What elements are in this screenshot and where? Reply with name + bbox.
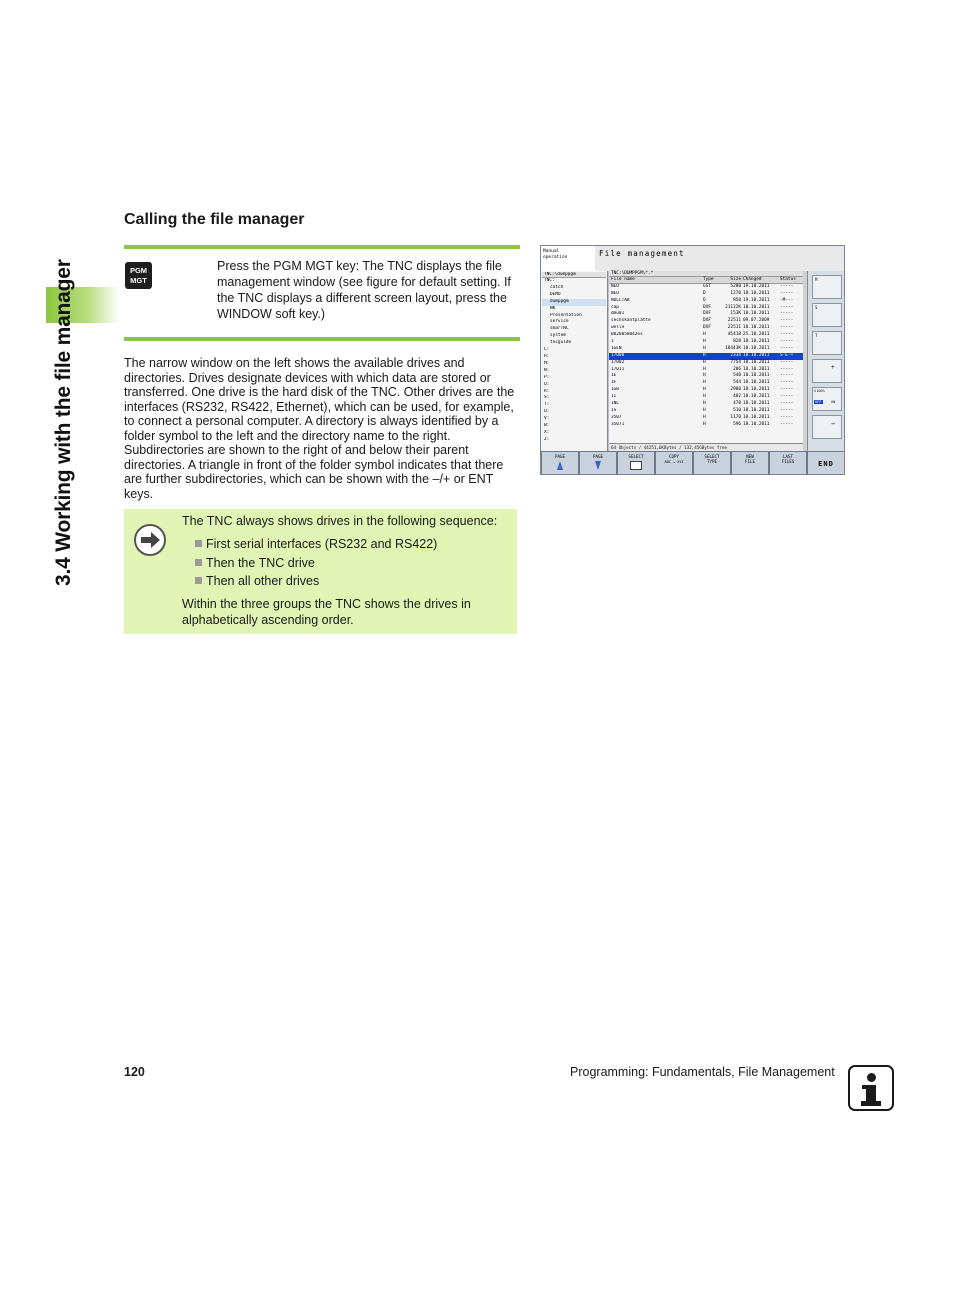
- tree-item[interactable]: catch: [550, 284, 564, 290]
- table-cell: H: [703, 401, 706, 407]
- column-header[interactable]: File name: [611, 277, 635, 282]
- bullet-icon: [195, 540, 202, 547]
- table-cell: H: [703, 394, 706, 400]
- tree-item[interactable]: system: [550, 333, 566, 339]
- table-cell: DXF: [703, 318, 711, 324]
- table-cell: -----: [780, 414, 794, 420]
- table-cell: 22511: [727, 325, 741, 331]
- table-cell: 18.10.2011: [743, 373, 770, 379]
- tree-item[interactable]: M:: [544, 360, 550, 366]
- table-cell: 5280: [730, 283, 741, 289]
- table-cell: 18.10.2011: [743, 421, 770, 427]
- table-cell: 18.10.2011: [743, 325, 770, 331]
- table-cell: 18.10.2011: [743, 311, 770, 317]
- table-cell: H: [703, 414, 706, 420]
- pgm-mgt-key-icon: [125, 262, 152, 289]
- tree-item[interactable]: T:: [544, 402, 550, 408]
- table-cell: 1E: [611, 373, 617, 379]
- table-cell: 19.10.2011: [743, 283, 770, 289]
- table-cell: H: [703, 380, 706, 386]
- table-cell: 1NL: [611, 401, 619, 407]
- key-label-1: PGM: [129, 266, 148, 275]
- operating-mode-label: Manual operation: [541, 246, 595, 271]
- table-cell: 18.10.2011: [743, 387, 770, 393]
- tree-item[interactable]: C:: [544, 347, 550, 353]
- table-cell: 18.10.2011: [743, 401, 770, 407]
- arrow-up-icon: [557, 461, 563, 470]
- table-row[interactable]: [609, 339, 803, 346]
- table-row[interactable]: [609, 298, 803, 305]
- table-cell: DXF: [703, 325, 711, 331]
- table-cell: 540: [733, 373, 741, 379]
- tree-item[interactable]: H:: [544, 353, 550, 359]
- table-cell: 18.10.2011: [743, 359, 770, 365]
- spindle-override-softkey[interactable]: S100% OFF ON: [812, 387, 842, 411]
- tree-item[interactable]: W:: [544, 423, 550, 429]
- table-row[interactable]: [609, 380, 803, 387]
- table-cell: NULLTAB: [611, 297, 630, 303]
- table-cell: 18.10.2011: [743, 366, 770, 372]
- table-cell: 45418: [727, 332, 741, 338]
- table-cell: 858: [733, 297, 741, 303]
- divider-bottom: [124, 337, 520, 341]
- table-cell: 18443K: [725, 345, 741, 351]
- side-softkey[interactable]: M: [812, 275, 842, 299]
- note-intro: The TNC always shows drives in the following sequence:: [182, 514, 498, 528]
- table-cell: 17011: [611, 366, 625, 372]
- table-cell: 510: [733, 407, 741, 413]
- list-item: Then all other drives: [195, 574, 437, 593]
- tree-item[interactable]: Z:: [544, 436, 550, 442]
- table-row[interactable]: [609, 360, 803, 367]
- note-outro: Within the three groups the TNC shows the drives in alphabetically ascending order.: [182, 597, 471, 627]
- table-cell: H: [703, 352, 706, 358]
- table-cell: 2980: [730, 387, 741, 393]
- page-number: 120: [124, 1065, 145, 1079]
- table-cell: -M---: [780, 297, 794, 303]
- table-cell: 35071: [611, 421, 625, 427]
- table-cell: -----: [780, 387, 794, 393]
- table-cell: 22511: [727, 318, 741, 324]
- table-cell: 1I: [611, 394, 617, 400]
- table-row[interactable]: [609, 325, 803, 332]
- list-header: [609, 277, 803, 284]
- page-up-softkey[interactable]: PAGE: [541, 451, 579, 475]
- table-cell: -----: [780, 407, 794, 413]
- table-cell: 153K: [730, 311, 741, 317]
- table-cell: DXF: [703, 304, 711, 310]
- arrow-down-icon: [595, 461, 601, 470]
- bullet-icon: [195, 577, 202, 584]
- section-heading: Calling the file manager: [124, 211, 305, 228]
- table-cell: -----: [780, 394, 794, 400]
- file-list: [609, 271, 803, 451]
- table-cell: 1: [611, 339, 614, 345]
- footer-title: Programming: Fundamentals, File Management: [570, 1065, 835, 1079]
- column-header[interactable]: Changed: [743, 277, 762, 282]
- table-cell: 17002: [611, 359, 625, 365]
- table-cell: 596: [733, 421, 741, 427]
- list-item: Then the TNC drive: [195, 556, 437, 575]
- table-row[interactable]: [609, 346, 803, 353]
- vertical-softkey-bar: [807, 271, 845, 451]
- softkey-row: [541, 451, 845, 475]
- table-row[interactable]: [609, 373, 803, 380]
- table-cell: 1270: [730, 290, 741, 296]
- table-cell: 478: [733, 401, 741, 407]
- table-row[interactable]: [609, 422, 803, 429]
- table-cell: -----: [780, 366, 794, 372]
- table-cell: 18.10.2011: [743, 394, 770, 400]
- table-cell: 18.10.2011: [743, 290, 770, 296]
- side-softkey[interactable]: S: [812, 303, 842, 327]
- table-cell: sechskantplatte: [611, 318, 651, 324]
- side-tab-title: 3.4 Working with the file manager: [52, 259, 75, 586]
- table-cell: 1S: [611, 407, 617, 413]
- table-row[interactable]: [609, 401, 803, 408]
- side-softkey[interactable]: [812, 415, 842, 439]
- table-cell: welle: [611, 325, 625, 331]
- table-cell: H: [703, 359, 706, 365]
- table-cell: NEU: [611, 290, 619, 296]
- table-cell: 09.07.2009: [743, 318, 770, 324]
- column-header[interactable]: Type: [703, 277, 714, 282]
- select-softkey[interactable]: SELECT: [617, 451, 655, 475]
- list-path: TNC:\DUMPPGM\*.*: [609, 271, 803, 277]
- table-row[interactable]: [609, 353, 803, 360]
- tree-item[interactable]: V:: [544, 416, 550, 422]
- column-header[interactable]: Status: [780, 277, 796, 282]
- tree-item[interactable]: S:: [544, 395, 550, 401]
- table-cell: H: [703, 366, 706, 372]
- tree-path: TNC:\dumppgm: [542, 272, 606, 278]
- table-cell: 21132K: [725, 304, 741, 310]
- table-cell: 544: [733, 380, 741, 386]
- table-cell: 18.10.2011: [743, 414, 770, 420]
- table-row[interactable]: [609, 394, 803, 401]
- table-cell: 828: [733, 339, 741, 345]
- table-cell: -----: [780, 401, 794, 407]
- table-cell: S-E-+: [780, 352, 794, 358]
- table-cell: -----: [780, 304, 794, 310]
- table-cell: -----: [780, 283, 794, 289]
- table-cell: 1F: [611, 380, 617, 386]
- table-cell: -----: [780, 311, 794, 317]
- last-files-softkey[interactable]: LAST FILES: [769, 451, 807, 475]
- plus-icon: +: [831, 364, 835, 371]
- table-row[interactable]: [609, 415, 803, 422]
- table-cell: 18.10.2011: [743, 352, 770, 358]
- table-cell: 1170: [730, 414, 741, 420]
- tree-items: [542, 278, 606, 444]
- tree-item[interactable]: U:: [544, 409, 550, 415]
- table-row[interactable]: [609, 367, 803, 374]
- tree-item[interactable]: N:: [544, 367, 550, 373]
- tree-item[interactable]: dumppgm: [542, 299, 606, 306]
- table-cell: -----: [780, 421, 794, 427]
- table-cell: H: [703, 373, 706, 379]
- table-row[interactable]: [609, 408, 803, 415]
- table-cell: 18.10.2011: [743, 339, 770, 345]
- file-management-screenshot: [540, 245, 845, 475]
- table-cell: 18.10.2011: [743, 304, 770, 310]
- tree-item[interactable]: P:: [544, 374, 550, 380]
- copy-softkey[interactable]: COPY ABC → XYZ: [655, 451, 693, 475]
- table-cell: -----: [780, 359, 794, 365]
- table-cell: 1GB: [611, 387, 619, 393]
- table-cell: H: [703, 387, 706, 393]
- tree-item[interactable]: TNC:: [544, 278, 555, 283]
- table-cell: GST: [703, 283, 711, 289]
- table-cell: -----: [780, 290, 794, 296]
- table-cell: 3507: [611, 414, 622, 420]
- table-cell: 17000: [611, 352, 625, 358]
- tree-item[interactable]: service: [550, 319, 569, 325]
- tree-item[interactable]: smarTNC: [550, 326, 569, 332]
- table-row[interactable]: [609, 332, 803, 339]
- minus-icon: −: [831, 420, 836, 428]
- side-softkey[interactable]: T: [812, 331, 842, 355]
- table-cell: NEU: [611, 283, 619, 289]
- table-cell: H: [703, 421, 706, 427]
- table-cell: D: [703, 290, 706, 296]
- bullet-icon: [195, 559, 202, 566]
- table-cell: DXF: [703, 311, 711, 317]
- table-row[interactable]: [609, 387, 803, 394]
- table-cell: -----: [780, 339, 794, 345]
- column-header[interactable]: Size: [730, 277, 741, 282]
- table-cell: 402: [733, 394, 741, 400]
- table-cell: D: [703, 297, 706, 303]
- page-down-softkey[interactable]: PAGE: [579, 451, 617, 475]
- tree-item[interactable]: DEMO: [550, 291, 561, 297]
- table-cell: -----: [780, 318, 794, 324]
- side-softkey[interactable]: [812, 359, 842, 383]
- tree-item[interactable]: Presentation: [550, 312, 582, 318]
- divider-top: [124, 245, 520, 249]
- select-type-softkey[interactable]: SELECT TYPE: [693, 451, 731, 475]
- table-cell: 1GEN: [611, 345, 622, 351]
- table-cell: 18.10.2011: [743, 345, 770, 351]
- table-cell: 7754: [730, 359, 741, 365]
- drive-tree: [541, 271, 608, 451]
- table-cell: cap: [611, 304, 619, 310]
- table-cell: H: [703, 345, 706, 351]
- table-cell: -----: [780, 325, 794, 331]
- end-softkey[interactable]: END: [807, 451, 845, 475]
- info-icon: [848, 1065, 894, 1111]
- status-footer: 64 Objects / 44251,6KBytes / 132,45GBytes free: [609, 443, 803, 451]
- tree-item[interactable]: Q:: [544, 381, 550, 387]
- tree-item[interactable]: X:: [544, 429, 550, 435]
- key-label-2: MGT: [130, 276, 147, 285]
- list-item: First serial interfaces (RS232 and RS422): [195, 537, 437, 556]
- file-rows: [609, 284, 803, 429]
- screen-title: File management: [595, 246, 845, 271]
- table-cell: -----: [780, 373, 794, 379]
- table-cell: 206: [733, 366, 741, 372]
- table-cell: dmu01: [611, 311, 625, 317]
- note-list: [195, 537, 437, 593]
- table-cell: -----: [780, 332, 794, 338]
- table-row[interactable]: [609, 284, 803, 291]
- tree-item[interactable]: tncguide: [550, 340, 572, 346]
- step-instruction: Press the PGM MGT key: The TNC displays the file management window (see figure for default setting. If the TNC displays a different screen layout, press the WINDOW soft key.): [217, 259, 511, 321]
- table-cell: 0020058042es: [611, 332, 643, 338]
- table-cell: 18.10.2011: [743, 380, 770, 386]
- arrow-right-icon: [133, 523, 167, 557]
- table-cell: H: [703, 339, 706, 345]
- note-box: [124, 509, 517, 634]
- tree-item[interactable]: R:: [544, 388, 550, 394]
- tree-item[interactable]: NK: [550, 305, 556, 311]
- file-icon: [630, 461, 642, 470]
- table-cell: -----: [780, 345, 794, 351]
- table-cell: 18.10.2011: [743, 407, 770, 413]
- table-cell: 25.10.2011: [743, 332, 770, 338]
- body-paragraph: The narrow window on the left shows the available drives and directories. Drives designate devices with which data are stored or transferred. One drive is the hard disk of the TNC. Other drives are the interfaces (RS232, RS422, Ethernet), which can be used, for example, to connect a personal computer. A directory is always identified by a folder symbol to the left and the directory name to the right. Subdirectories are shown to the right of and below their parent directories. A triangle in front of the folder symbol indicates that there are further subdirectories, which can be shown with the –/+ or ENT keys.: [124, 356, 515, 501]
- new-file-softkey[interactable]: NEW FILE: [731, 451, 769, 475]
- table-cell: H: [703, 332, 706, 338]
- table-row[interactable]: [609, 291, 803, 298]
- table-cell: H: [703, 407, 706, 413]
- table-cell: -----: [780, 380, 794, 386]
- table-cell: 2334: [730, 352, 741, 358]
- table-cell: 19.10.2011: [743, 297, 770, 303]
